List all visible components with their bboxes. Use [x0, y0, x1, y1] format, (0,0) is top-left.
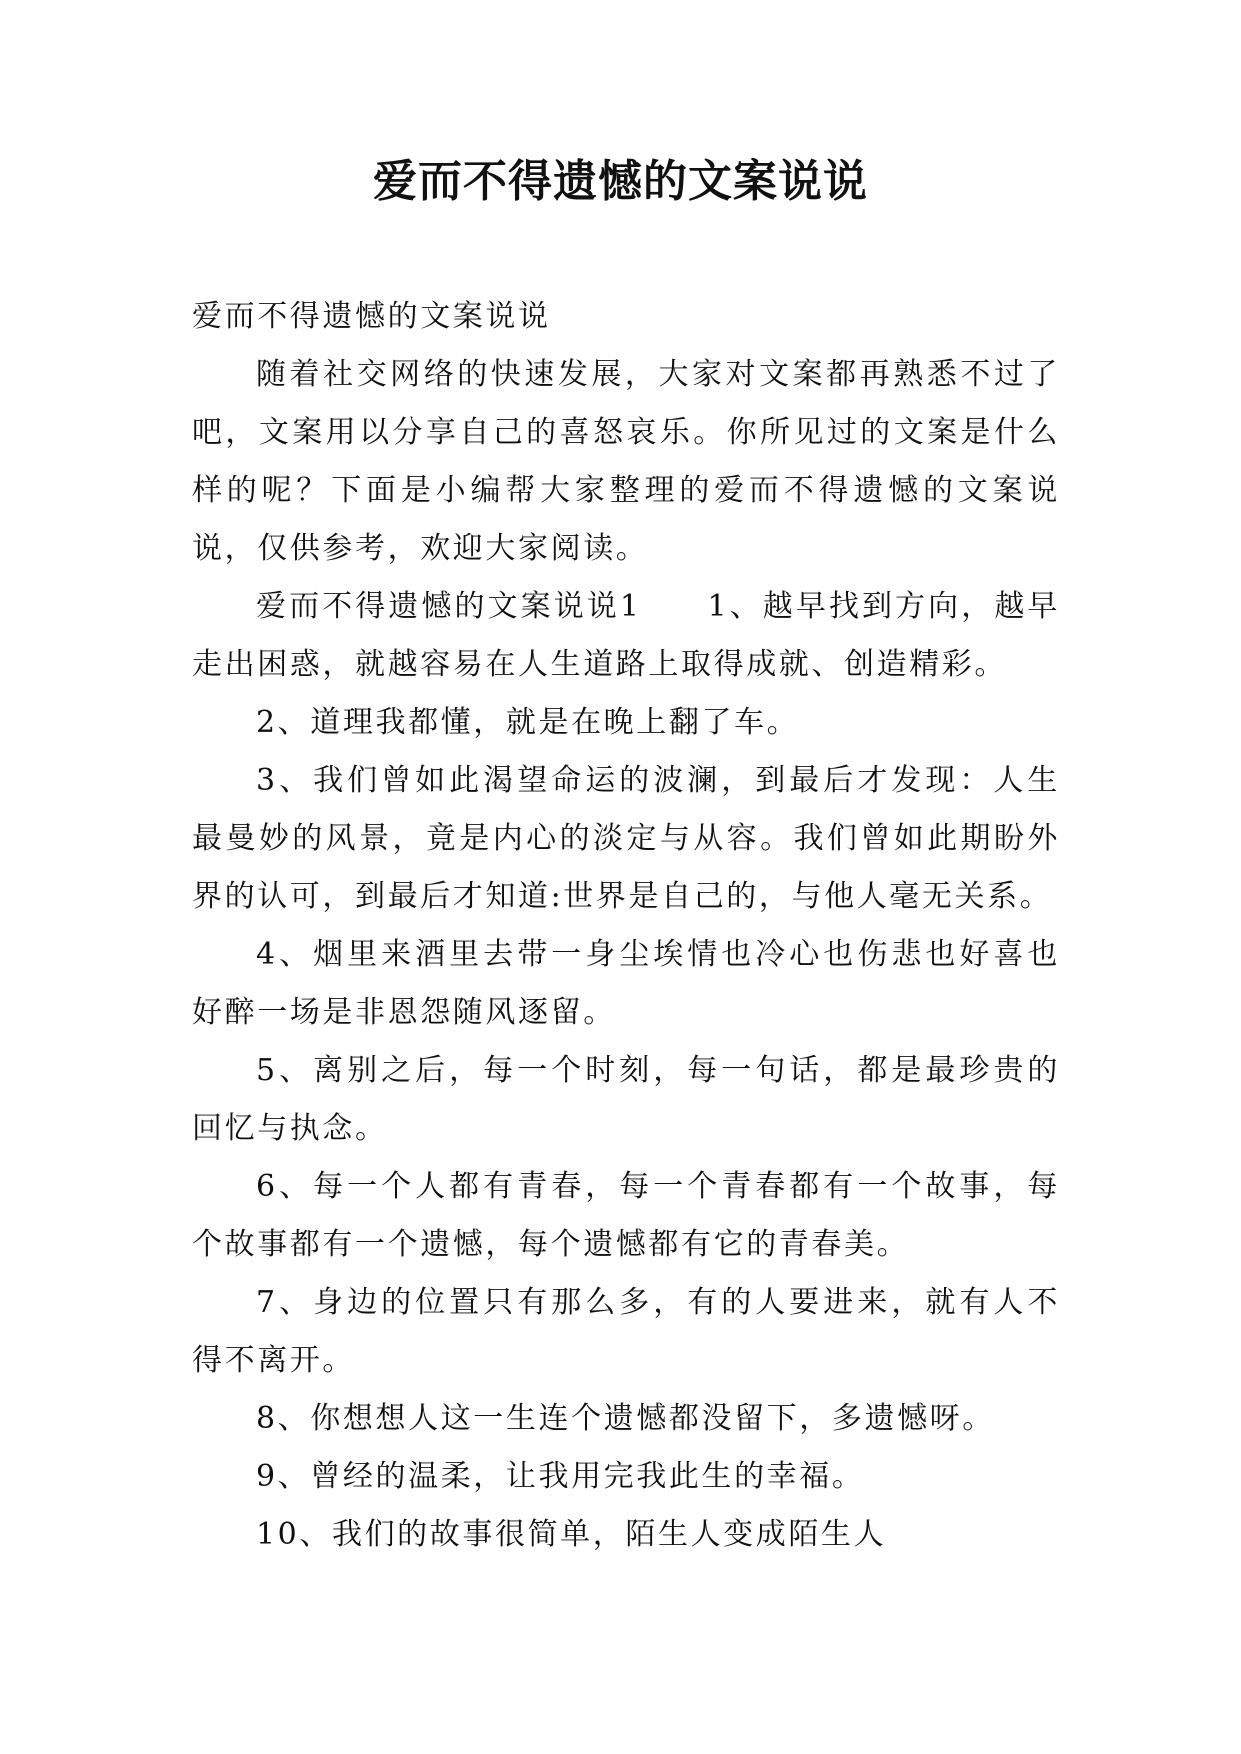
- section-paragraph: [192, 578, 1060, 694]
- document-title: 爱而不得遗憾的文案说说: [373, 156, 868, 207]
- list-item-8: 8、你想想人这一生连个遗憾都没留下，多遗憾呀。: [256, 1401, 995, 1436]
- section-heading: 爱而不得遗憾的文案说说1: [256, 589, 642, 624]
- list-item-2: 2、道理我都懂，就是在晚上翻了车。: [256, 705, 800, 740]
- list-item-4: 4、烟里来酒里去带一身尘埃情也冷心也伤悲也好喜也好醉一场是非恩怨随风逐留。: [192, 937, 1060, 1030]
- list-item-7: 7、身边的位置只有那么多，有的人要进来，就有人不得不离开。: [192, 1285, 1060, 1378]
- list-item-10: 10、我们的故事很简单，陌生人变成陌生人: [256, 1517, 887, 1552]
- list-item-3: 3、我们曾如此渴望命运的波澜，到最后才发现：人生最曼妙的风景，竟是内心的淡定与从容。我们曾如此期盼外界的认可，到最后才知道:世界是自己的，与他人毫无关系。: [192, 763, 1060, 914]
- list-item-9: 9、曾经的温柔，让我用完我此生的幸福。: [256, 1459, 865, 1494]
- list-item-5: 5、离别之后，每一个时刻，每一句话，都是最珍贵的回忆与执念。: [192, 1053, 1060, 1146]
- document-body: [192, 288, 1060, 1564]
- list-item-1: 1、越早找到方向，越早走出困惑，就越容易在人生道路上取得成就、创造精彩。: [192, 589, 1061, 682]
- intro-paragraph: 随着社交网络的快速发展，大家对文案都再熟悉不过了吧，文案用以分享自己的喜怒哀乐。你所见过的文案是什么样的呢？下面是小编帮大家整理的爱而不得遗憾的文案说说，仅供参考，欢迎大家阅读。: [192, 357, 1060, 566]
- document-subtitle: 爱而不得遗憾的文案说说: [192, 299, 551, 334]
- list-item-6: 6、每一个人都有青春，每一个青春都有一个故事，每个故事都有一个遗憾，每个遗憾都有它的青春美。: [192, 1169, 1060, 1262]
